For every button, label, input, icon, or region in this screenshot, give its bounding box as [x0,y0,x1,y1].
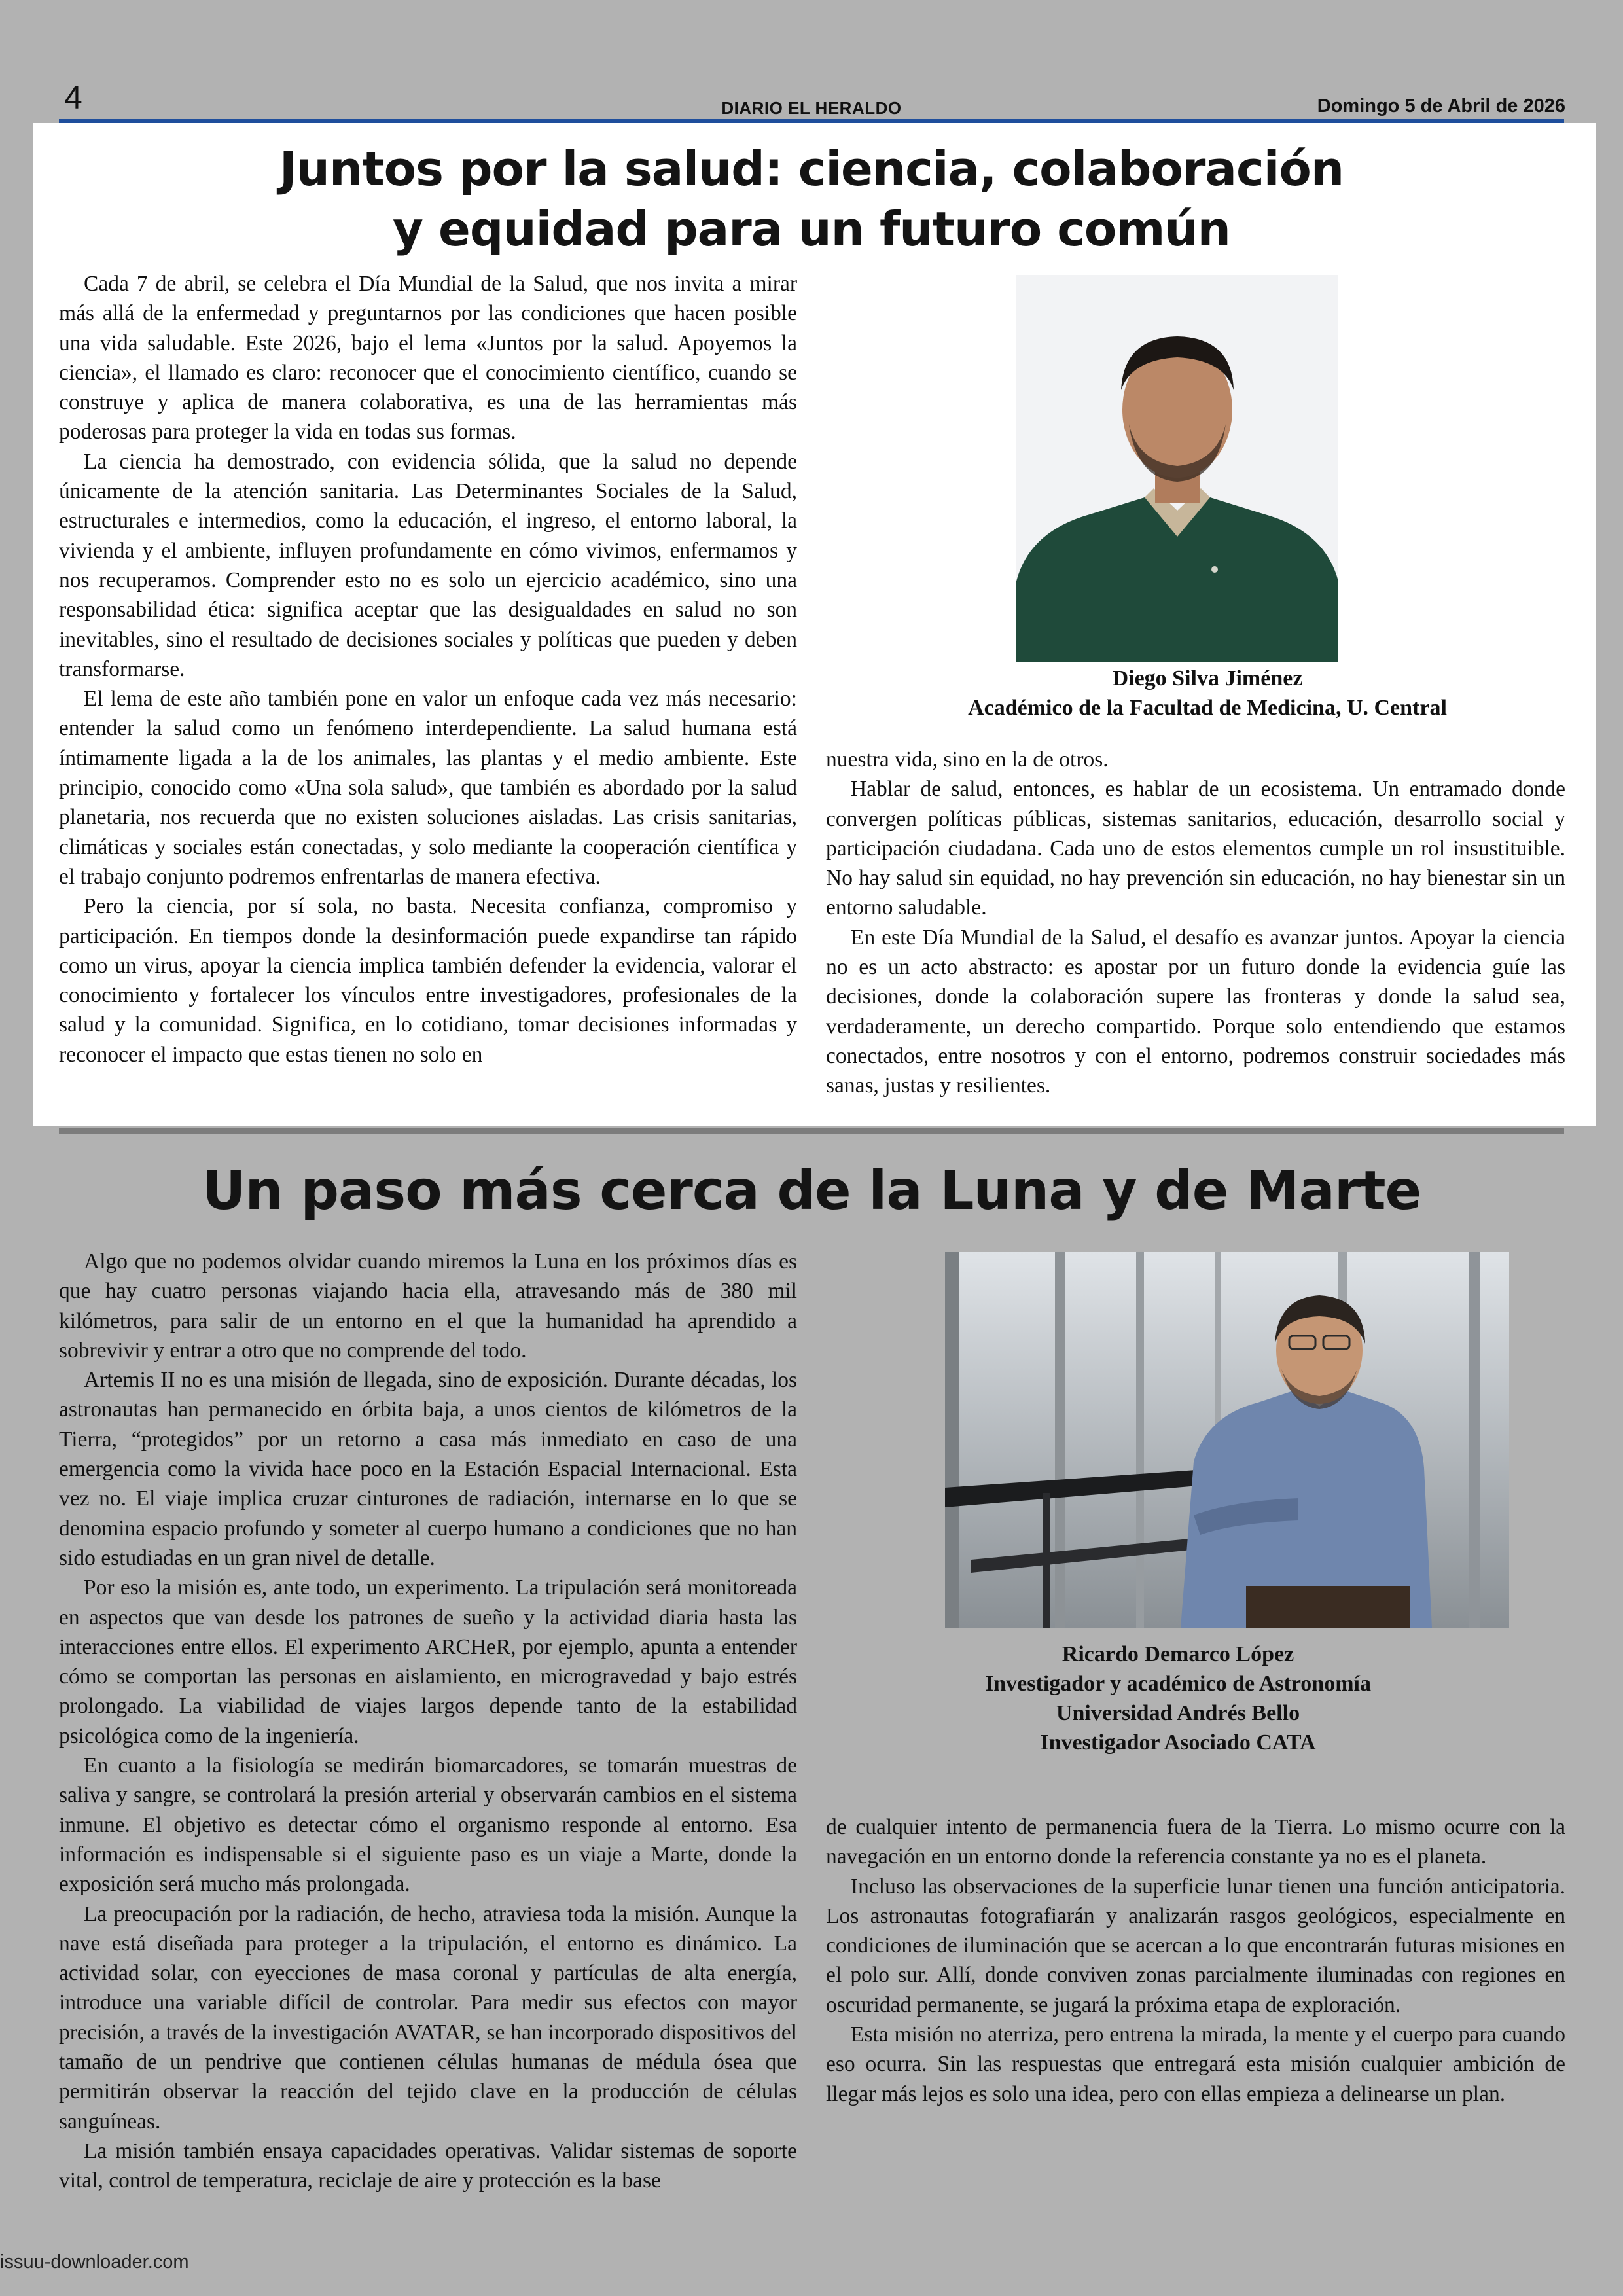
page-number: 4 [64,79,82,116]
author-role: Investigador y académico de Astronomía [985,1672,1371,1696]
newspaper-name: DIARIO EL HERALDO [721,98,902,118]
paragraph: En este Día Mundial de la Salud, el desafío es avanzar juntos. Apoyar la ciencia no es un acto abstracto: es apostar por un futuro donde la evidencia guíe las decisiones, donde la colaboración supere las fronteras y donde la salud sea, verdaderamente, un derecho compartido. Porque solo entendiendo que estamos conectados, entre nosotros y con el entorno, podremos construir sociedades más sanas, justas y resilientes. [826,925,1565,1098]
paragraph: Por eso la misión es, ante todo, un experimento. La tripulación será monitoreada en aspectos que van desde los patrones de sueño y la actividad diaria hasta las interacciones entre ellos. El experimento ARCHeR, por ejemplo, apunta a entender cómo se comportan las personas en aislamiento, en microgravedad y bajo estrés prolongado. La viabilidad de viajes largos depende tanto de la estabilidad psicológica como de la ingeniería. [59,1575,797,1748]
author-affiliation-2: Investigador Asociado CATA [1040,1731,1316,1755]
author-name: Ricardo Demarco López [1061,1642,1294,1666]
article1-column-1 [59,269,797,1069]
article2-column-1 [59,1247,797,2196]
paragraph: En cuanto a la fisiología se medirán biomarcadores, se tomarán muestras de saliva y sangre, se controlará la presión arterial y observarán cambios en el sistema inmune. El objetivo es detectar cómo el organismo responde al entorno. Esa información es indispensable si el siguiente paso es un viaje a Marte, donde la exposición será mucho más prolongada. [59,1753,797,1897]
paragraph: Esta misión no aterriza, pero entrena la mirada, la mente y el cuerpo para cuando eso ocurra. Sin las respuestas que entregará esta misión cualquier ambición de llegar más lejos es solo una idea, pero con ellas empieza a delinearse un plan. [826,2022,1565,2106]
paragraph: Cada 7 de abril, se celebra el Día Mundial de la Salud, que nos invita a mirar más allá de la enfermedad y preguntarnos por las condiciones que hacen posible una vida saludable. Este 2026, bajo el lema «Juntos por la salud. Apoyemos la ciencia», el llamado es claro: reconocer que el conocimiento científico, cuando se construye y aplica de manera colaborativa, es una de las herramientas más poderosas para proteger la vida en todas sus formas. [59,272,797,444]
paragraph: de cualquier intento de permanencia fuera de la Tierra. Lo mismo ocurre con la navegación en un entorno donde la referencia constante ya no es el planeta. [826,1815,1565,1869]
paragraph: nuestra vida, sino en la de otros. [826,747,1109,772]
paragraph: Pero la ciencia, por sí sola, no basta. Necesita confianza, compromiso y participación. En tiempos donde la desinformación puede expandirse tan rápido como un virus, apoyar la ciencia implica también defender la evidencia, valorar el conocimiento y fortalecer los vínculos entre investigadores, profesionales de la salud y la comunidad. Significa, en lo cotidiano, tomar decisiones informadas y reconocer el impacto que estas tienen no solo en [59,894,797,1067]
article2-author-caption [825,1640,1531,1757]
article2-headline: Un paso más cerca de la Luna y de Marte [202,1160,1421,1222]
article1-title-line2: y equidad para un futuro común [393,202,1230,257]
author-role: Académico de la Facultad de Medicina, U. Central [968,696,1447,720]
article1-column-2 [826,745,1565,1101]
author-photo-diego-silva [1016,275,1338,662]
portrait-man-blue-shirt [945,1252,1509,1628]
paragraph: Algo que no podemos olvidar cuando miremos la Luna en los próximos días es que hay cuatro personas viajando hacia ella, atravesando más de 380 mil kilómetros, para salir de un entorno en el que la humanidad ha aprendido a sobrevivir y entrar a otro que no comprende del todo. [59,1249,797,1363]
article1-title-line1: Juntos por la salud: ciencia, colaboración [279,141,1344,196]
watermark: issuu-downloader.com [0,2251,189,2272]
article2-column-2 [826,1812,1565,2109]
paragraph: La misión también ensaya capacidades operativas. Validar sistemas de soporte vital, control de temperatura, reciclaje de aire y protección es la base [59,2138,797,2193]
article1-author-caption [825,664,1590,723]
paragraph: El lema de este año también pone en valor un enfoque cada vez más necesario: entender la salud como un fenómeno interdependiente. La salud humana está íntimamente ligada a la de los animales, las plantas y el medio ambiente. Este principio, conocido como «Una sola salud», que también es abordado por la salud planetaria, nos recuerda que no existen soluciones aisladas. Las crisis sanitarias, climáticas y sociales están conectadas, y solo mediante la cooperación científica y el trabajo conjunto podremos enfrentarlas de manera efectiva. [59,687,797,889]
author-affiliation: Universidad Andrés Bello [1056,1701,1300,1725]
paragraph: La ciencia ha demostrado, con evidencia sólida, que la salud no depende únicamente de la atención sanitaria. Las Determinantes Sociales de la Salud, estructurales e intermedios, como la educación, el ingreso, el entorno laboral, la vivienda y el ambiente, influyen profundamente en cómo vivimos, enfermamos y nos recuperamos. Comprender esto no es solo un ejercicio académico, sino una responsabilidad ética: significa aceptar que las desigualdades en salud no son inevitables, sino el resultado de decisiones sociales y políticas que pueden y deben transformarse. [59,449,797,681]
paragraph: Artemis II no es una misión de llegada, sino de exposición. Durante décadas, los astronautas han permanecido en órbita baja, a unos cientos de kilómetros de la Tierra, “protegidos” por un retorno a casa más inmediato en caso de una emergencia como la vivida hace poco en la Estación Espacial Internacional. Esta vez no. El viaje implica cruzar cinturones de radiación, internarse en lo que se denomina espacio profundo y someter al cuerpo humano a condiciones que no han sido estudiadas en un gran nivel de detalle. [59,1368,797,1570]
paragraph: Incluso las observaciones de la superficie lunar tienen una función anticipatoria. Los astronautas fotografiarán y analizarán rasgos geológicos, especialmente en condiciones de iluminación que se acercan a lo que encontrarán futuras misiones en el polo sur. Allí, donde conviven zonas parcialmente iluminadas con regiones en oscuridad permanente, se jugará la próxima etapa de exploración. [826,1874,1565,2017]
author-photo-ricardo-demarco [945,1252,1509,1628]
paragraph: Hablar de salud, entonces, es hablar de un ecosistema. Un entramado donde convergen políticas públicas, sistemas sanitarios, educación, desarrollo social y participación ciudadana. Cada uno de estos elementos cumple un rol insustituible. No hay salud sin equidad, no hay prevención sin educación, no hay bienestar sin un entorno saludable. [826,777,1565,920]
issue-date: Domingo 5 de Abril de 2026 [1317,96,1565,117]
portrait-man-green-sweater [1016,275,1338,662]
section-divider [59,1128,1564,1134]
author-name: Diego Silva Jiménez [1112,666,1303,691]
article1-headline [0,139,1623,259]
paragraph: La preocupación por la radiación, de hecho, atraviesa toda la misión. Aunque la nave está diseñada para proteger a la tripulación, el entorno es dinámico. La actividad solar, con eyecciones de masa coronal y partículas de alta energía, introduce una variable difícil de controlar. Para medir sus efectos con mayor precisión, a través de la investigación AVATAR, se han incorporado dispositivos del tamaño de un pendrive que contienen células humanas de médula ósea que permitirán observar la reacción del tejido clave en la producción de células sanguíneas. [59,1901,797,2134]
